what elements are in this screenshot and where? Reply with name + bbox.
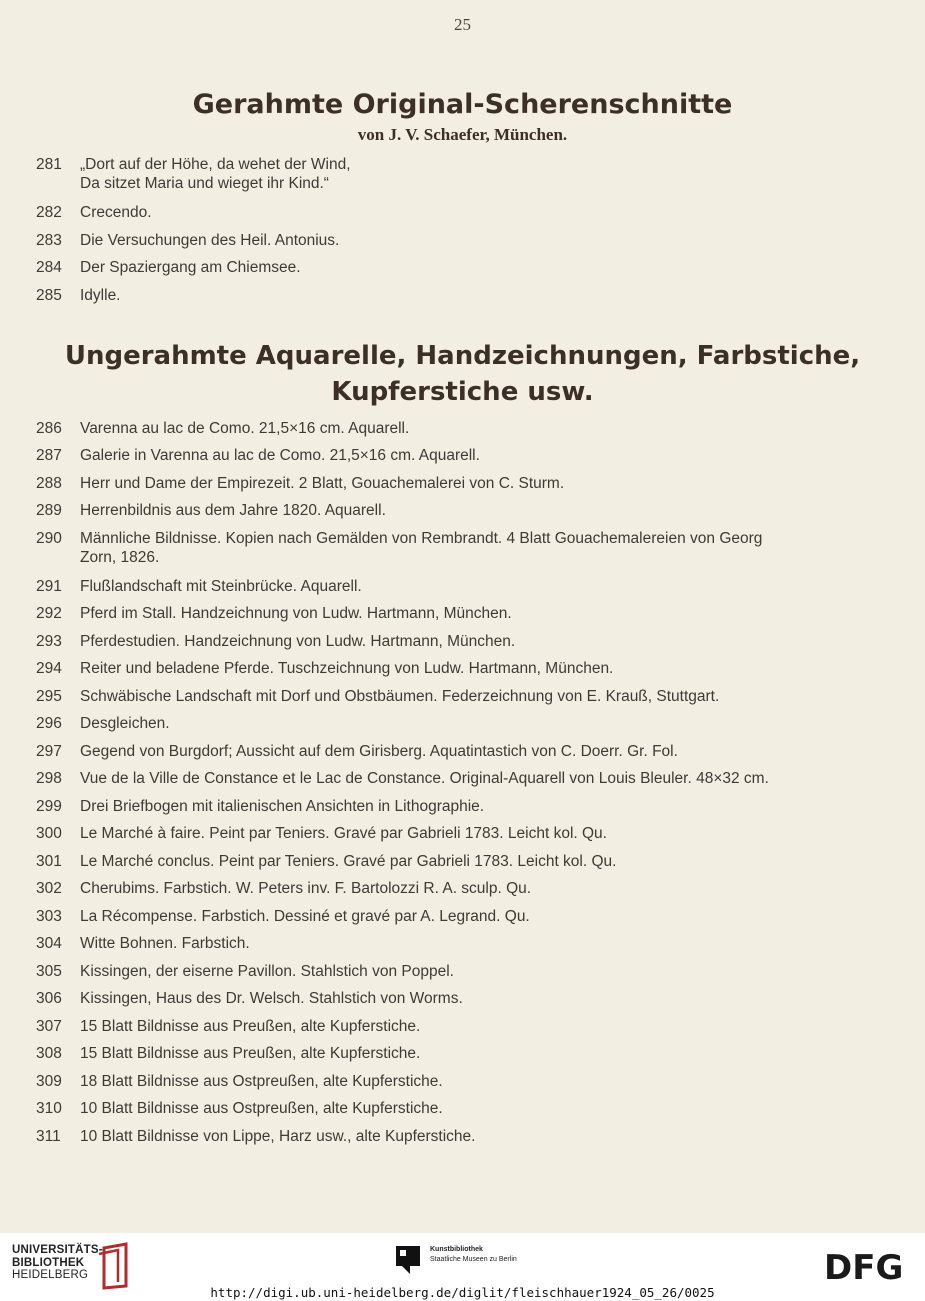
entry-text [80, 907, 825, 926]
entry-text [80, 962, 825, 981]
entry-line: Herrenbildnis aus dem Jahre 1820. Aquarell. [80, 502, 386, 519]
entry-number: 300 [36, 825, 62, 842]
viewer-footer [0, 1233, 925, 1301]
library-logo[interactable] [12, 1244, 103, 1282]
section2-title-line2: Kupferstiche usw. [331, 377, 594, 407]
entry-number: 307 [36, 1018, 62, 1035]
kunstbibliothek-logo-icon [396, 1244, 422, 1274]
section1-subtitle: von J. V. Schaefer, München. [357, 125, 568, 144]
entry-number: 298 [36, 770, 62, 787]
permalink-url[interactable]: http://digi.ub.uni-heidelberg.de/diglit/fleischhauer1924_05_26/0025 [210, 1285, 715, 1300]
entry-line: Der Spaziergang am Chiemsee. [80, 259, 301, 276]
entry-text [80, 1017, 825, 1036]
entry-number: 293 [36, 633, 62, 650]
entry-text [80, 659, 825, 678]
entry-line: Da sitzet Maria und wieget ihr Kind.“ [80, 175, 329, 192]
entry-number: 309 [36, 1073, 62, 1090]
entry-line: Cherubims. Farbstich. W. Peters inv. F. Bartolozzi R. A. sculp. Qu. [80, 880, 532, 897]
entry-number: 294 [36, 660, 62, 677]
entry-text [80, 155, 825, 193]
entry-number: 301 [36, 853, 62, 870]
entry-text [80, 879, 825, 898]
section2-title-line1: Ungerahmte Aquarelle, Handzeichnungen, Farbstiche, [64, 341, 861, 371]
entry-text [80, 824, 825, 843]
entry-number: 281 [36, 156, 62, 173]
entry-number: 310 [36, 1100, 62, 1117]
entry-text [80, 1044, 825, 1063]
entry-number: 292 [36, 605, 62, 622]
entry-number: 299 [36, 798, 62, 815]
entry-number: 289 [36, 502, 62, 519]
entry-number: 308 [36, 1045, 62, 1062]
library-name-line2: BIBLIOTHEK [12, 1256, 85, 1269]
entry-number: 297 [36, 743, 62, 760]
entry-number: 291 [36, 578, 62, 595]
entry-text [80, 989, 825, 1008]
kunstbibliothek-line1: Kunstbibliothek [430, 1246, 483, 1253]
entry-number: 311 [36, 1128, 61, 1145]
entry-line: Witte Bohnen. Farbstich. [80, 935, 250, 952]
entry-number: 302 [36, 880, 62, 897]
entry-text [80, 286, 825, 305]
entry-line: Reiter und beladene Pferde. Tuschzeichnung von Ludw. Hartmann, München. [80, 660, 614, 677]
entry-number: 304 [36, 935, 62, 952]
entry-line: „Dort auf der Höhe, da wehet der Wind, [80, 156, 351, 173]
entry-line: La Récompense. Farbstich. Dessiné et gravé par A. Legrand. Qu. [80, 908, 530, 925]
entry-number: 288 [36, 475, 62, 492]
entry-text [80, 797, 825, 816]
kunstbibliothek-line2: Staatliche Museen zu Berlin [430, 1256, 517, 1263]
entry-line: Gegend von Burgdorf; Aussicht auf dem Girisberg. Aquatintastich von C. Doerr. Gr. Fol. [80, 743, 678, 760]
entry-line: Varenna au lac de Como. 21,5×16 cm. Aquarell. [80, 420, 410, 437]
entry-text [80, 1127, 825, 1146]
dfg-logo[interactable] [824, 1249, 914, 1283]
entry-line: Die Versuchungen des Heil. Antonius. [80, 232, 340, 249]
entry-text [80, 1099, 825, 1118]
entry-text [80, 934, 825, 953]
entry-text [80, 203, 825, 222]
entry-text [80, 231, 825, 250]
kunstbibliothek-label[interactable] [430, 1245, 517, 1265]
entry-line: 18 Blatt Bildnisse aus Ostpreußen, alte Kupferstiche. [80, 1073, 443, 1090]
entry-text [80, 446, 825, 465]
entry-text [80, 714, 825, 733]
entry-number: 296 [36, 715, 62, 732]
entry-number: 285 [36, 287, 62, 304]
entry-number: 295 [36, 688, 62, 705]
entry-line: Desgleichen. [80, 715, 170, 732]
entry-line: Idylle. [80, 287, 121, 304]
library-name-line3: HEIDELBERG [12, 1269, 89, 1281]
entry-line: Kissingen, Haus des Dr. Welsch. Stahlstich von Worms. [80, 990, 463, 1007]
entry-line: Herr und Dame der Empirezeit. 2 Blatt, Gouachemalerei von C. Sturm. [80, 475, 565, 492]
entry-line: 10 Blatt Bildnisse von Lippe, Harz usw., alte Kupferstiche. [80, 1128, 476, 1145]
entry-text [80, 604, 825, 623]
entry-text [80, 501, 825, 520]
entry-line: Pferd im Stall. Handzeichnung von Ludw. Hartmann, München. [80, 605, 512, 622]
dfg-logo-text: DFG [824, 1249, 904, 1283]
entry-line: Galerie in Varenna au lac de Como. 21,5×16 cm. Aquarell. [80, 447, 480, 464]
entry-number: 282 [36, 204, 62, 221]
entry-number: 305 [36, 963, 62, 980]
entry-number: 287 [36, 447, 62, 464]
entry-line: Männliche Bildnisse. Kopien nach Gemälden von Rembrandt. 4 Blatt Gouachemalereien von Georg [80, 530, 763, 547]
entry-text [80, 529, 825, 567]
entry-line: Drei Briefbogen mit italienischen Ansichten in Lithographie. [80, 798, 485, 815]
entry-line: Zorn, 1826. [80, 549, 160, 566]
entry-line: Kissingen, der eiserne Pavillon. Stahlstich von Poppel. [80, 963, 454, 980]
entry-number: 286 [36, 420, 62, 437]
library-emblem-icon [96, 1242, 130, 1290]
entry-number: 284 [36, 259, 62, 276]
entry-number: 303 [36, 908, 62, 925]
entry-line: 15 Blatt Bildnisse aus Preußen, alte Kupferstiche. [80, 1045, 421, 1062]
page-number: 25 [454, 15, 471, 34]
section1-title: Gerahmte Original-Scherenschnitte [192, 89, 733, 120]
entry-line: Vue de la Ville de Constance et le Lac de Constance. Original-Aquarell von Louis Bleuler. 48×32 cm. [80, 770, 769, 787]
entry-line: Flußlandschaft mit Steinbrücke. Aquarell. [80, 578, 362, 595]
entry-number: 290 [36, 530, 62, 547]
entry-text [80, 258, 825, 277]
entry-line: Pferdestudien. Handzeichnung von Ludw. Hartmann, München. [80, 633, 516, 650]
entry-line: Crecendo. [80, 204, 152, 221]
entry-text [80, 687, 825, 706]
entry-number: 283 [36, 232, 62, 249]
entry-number: 306 [36, 990, 62, 1007]
entry-line: Le Marché à faire. Peint par Teniers. Gravé par Gabrieli 1783. Leicht kol. Qu. [80, 825, 607, 842]
entry-text [80, 852, 825, 871]
entry-text [80, 419, 825, 438]
library-name-line1: UNIVERSITÄTS- [12, 1244, 103, 1256]
entry-text [80, 474, 825, 493]
entry-text [80, 632, 825, 651]
entry-line: Le Marché conclus. Peint par Teniers. Gravé par Gabrieli 1783. Leicht kol. Qu. [80, 853, 617, 870]
entry-text [80, 1072, 825, 1091]
entry-text [80, 577, 825, 596]
entry-text [80, 742, 825, 761]
entry-line: 15 Blatt Bildnisse aus Preußen, alte Kupferstiche. [80, 1018, 421, 1035]
entry-text [80, 769, 825, 788]
entry-line: Schwäbische Landschaft mit Dorf und Obstbäumen. Federzeichnung von E. Krauß, Stuttgart. [80, 688, 720, 705]
entry-line: 10 Blatt Bildnisse aus Ostpreußen, alte Kupferstiche. [80, 1100, 443, 1117]
